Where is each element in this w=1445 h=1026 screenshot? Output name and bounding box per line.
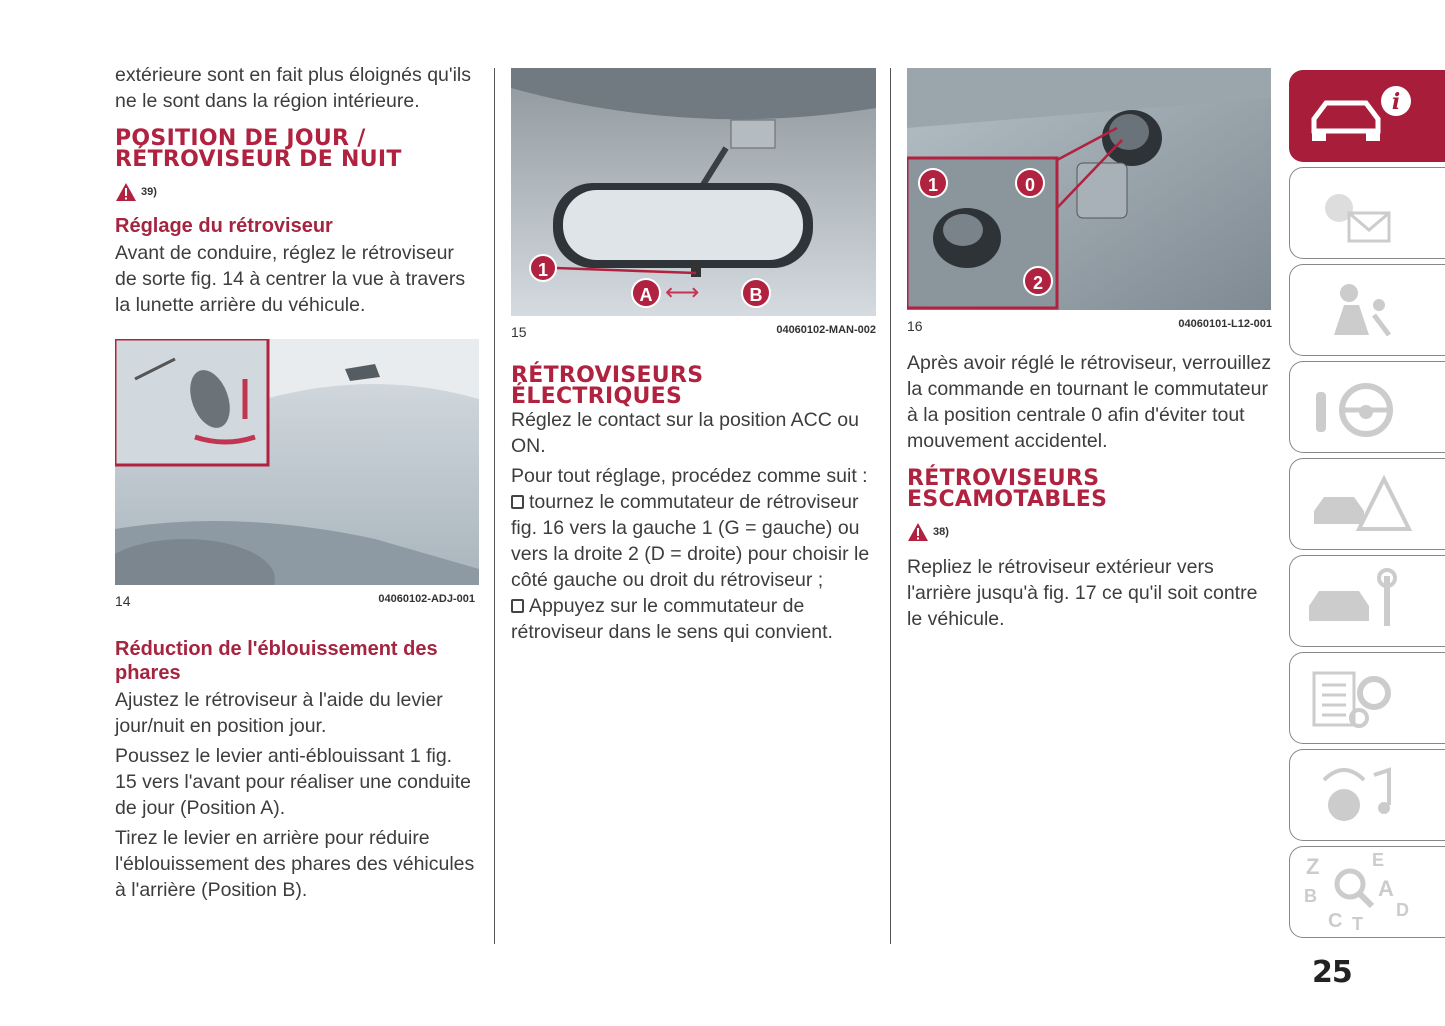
index-letter: C	[1328, 910, 1343, 932]
tab-technical-data[interactable]	[1289, 652, 1445, 744]
tab-multimedia[interactable]	[1289, 749, 1445, 841]
lock-text: Après avoir réglé le rétroviseur, verrouillez la commande en tournant le commutateur à la position centrale 0 afin d'éviter tout mouvement accidentel.	[907, 352, 1272, 452]
section-heading-folding: RÉTROVISEURS ESCAMOTABLES	[907, 466, 1108, 512]
glare-text-3: Tirez le levier en arrière pour réduire l'éblouissement des phares des véhicules à l'arrière (Position B).	[115, 827, 475, 901]
tab-safety[interactable]	[1289, 264, 1445, 356]
figure-number: 16	[907, 318, 923, 334]
svg-text:i: i	[1391, 89, 1401, 115]
index-letter: E	[1372, 850, 1385, 870]
checkbox-bullet-icon	[511, 495, 524, 509]
column-right	[907, 68, 1272, 636]
section-heading-day-night: POSITION DE JOUR / RÉTROVISEUR DE NUIT	[115, 126, 402, 172]
column-middle	[511, 68, 876, 649]
figure-code: 04060102-ADJ-001	[378, 593, 475, 605]
figure-15-caption	[511, 324, 876, 340]
subheading-adjust: Réglage du rétroviseur	[115, 215, 333, 237]
electric-bullet-1	[511, 489, 876, 593]
figure-code: 04060102-MAN-002	[776, 324, 876, 336]
index-search-icon	[1304, 852, 1414, 932]
label-0: 0	[1015, 168, 1045, 198]
figure-15	[511, 68, 876, 316]
tab-maintenance[interactable]	[1289, 555, 1445, 647]
label-a: A	[631, 278, 661, 308]
section-heading-electric: RÉTROVISEURS ÉLECTRIQUES	[511, 363, 704, 409]
label-2: 2	[1023, 266, 1053, 296]
adjust-text: Avant de conduire, réglez le rétroviseur de sorte fig. 14 à centrer la vue à travers la lunette arrière du véhicule.	[115, 242, 466, 316]
car-info-icon	[1304, 81, 1414, 151]
figure-number: 14	[115, 593, 131, 609]
tab-knowing-your-car[interactable]	[1289, 70, 1445, 162]
bullet-text: Appuyez sur le commutateur de rétroviseur dans le sens qui convient.	[511, 595, 833, 643]
key-steering-wheel-icon	[1304, 372, 1414, 442]
index-letter: T	[1352, 914, 1363, 934]
page-number: 25	[1312, 955, 1352, 990]
warning-light-message-icon	[1304, 178, 1414, 248]
tab-starting-driving[interactable]	[1289, 361, 1445, 453]
label-1: 1	[918, 168, 948, 198]
warning-note	[115, 182, 475, 202]
figure-14	[115, 339, 479, 585]
intro-text: extérieure sont en fait plus éloignés qu'ils ne le sont dans la région intérieure.	[115, 64, 472, 112]
electric-text-1: Réglez le contact sur la position ACC ou ON.	[511, 409, 859, 457]
specifications-gear-icon	[1304, 663, 1414, 733]
figure-16-illustration	[907, 68, 1271, 310]
tab-dashboard[interactable]	[1289, 167, 1445, 259]
checkbox-bullet-icon	[511, 599, 524, 613]
warning-triangle-icon	[907, 522, 929, 542]
glare-text-1: Ajustez le rétroviseur à l'aide du levier jour/nuit en position jour.	[115, 689, 443, 737]
index-letter: Z	[1306, 854, 1320, 879]
warning-note	[907, 522, 1272, 542]
figure-14-illustration	[115, 339, 479, 585]
index-letter: D	[1396, 900, 1409, 920]
car-maintenance-wrench-icon	[1304, 566, 1414, 636]
figure-14-caption	[115, 593, 475, 609]
warning-ref: 38)	[933, 526, 949, 538]
label-1: 1	[529, 254, 557, 282]
index-letter: A	[1378, 876, 1394, 901]
electric-bullet-2	[511, 593, 876, 645]
multimedia-music-icon	[1304, 760, 1414, 830]
tab-emergency[interactable]	[1289, 458, 1445, 550]
figure-code: 04060101-L12-001	[1178, 318, 1272, 330]
column-divider	[494, 68, 495, 944]
tab-index[interactable]	[1289, 846, 1445, 938]
figure-16-caption	[907, 318, 1272, 334]
figure-number: 15	[511, 324, 527, 340]
folding-text: Repliez le rétroviseur extérieur vers l'arrière jusqu'à fig. 17 ce qu'il soit contre le véhicule.	[907, 556, 1258, 630]
label-b: B	[741, 278, 771, 308]
subheading-glare: Réduction de l'éblouissement des phares	[115, 638, 438, 684]
warning-triangle-icon	[115, 182, 137, 202]
warning-ref: 39)	[141, 186, 157, 198]
index-letter: B	[1304, 886, 1317, 906]
airbag-seatbelt-icon	[1304, 275, 1414, 345]
bullet-text: tournez le commutateur de rétroviseur fig. 16 vers la gauche 1 (G = gauche) ou vers la droite 2 (D = droite) pour choisir le côté gauche ou droit du rétroviseur ;	[511, 491, 870, 591]
curved-arrow-icon: ⟷	[665, 279, 700, 306]
glare-text-2: Poussez le levier anti-éblouissant 1 fig. 15 vers l'avant pour réaliser une conduite de jour (Position A).	[115, 745, 472, 819]
column-divider	[890, 68, 891, 944]
electric-text-2: Pour tout réglage, procédez comme suit :	[511, 465, 868, 487]
column-left	[115, 62, 475, 907]
car-accident-warning-icon	[1304, 469, 1414, 539]
figure-16	[907, 68, 1271, 310]
